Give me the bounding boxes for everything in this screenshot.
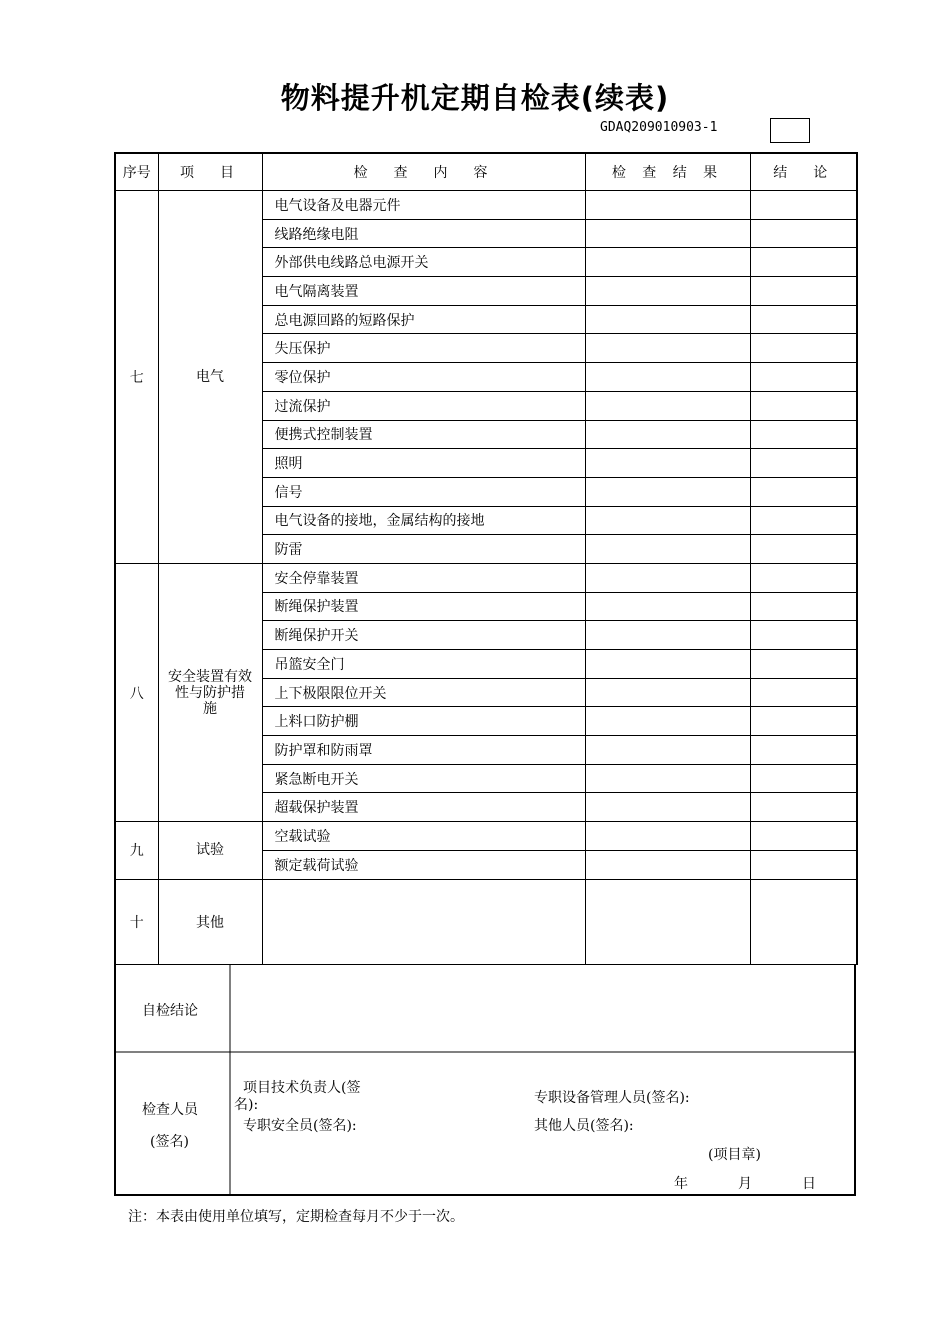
- table-header-row: [115, 153, 857, 191]
- check-item: 上料口防护棚: [262, 707, 585, 736]
- check-item: 电气设备及电器元件: [262, 191, 585, 220]
- project-stamp: (项目章): [708, 1147, 761, 1163]
- check-item: 超载保护装置: [262, 793, 585, 822]
- conclusion-cell[interactable]: [750, 650, 857, 679]
- result-cell[interactable]: [585, 850, 750, 879]
- section-name: 其他: [158, 879, 262, 964]
- result-cell[interactable]: [585, 592, 750, 621]
- result-cell[interactable]: [585, 879, 750, 964]
- conclusion-cell[interactable]: [750, 621, 857, 650]
- table-row: [115, 879, 857, 964]
- form-code-suffix-box[interactable]: [770, 118, 810, 143]
- check-item: 零位保护: [262, 363, 585, 392]
- result-cell[interactable]: [585, 363, 750, 392]
- check-item: 失压保护: [262, 334, 585, 363]
- check-item: 线路绝缘电阻: [262, 219, 585, 248]
- others-signature: 其他人员(签名):: [534, 1118, 634, 1134]
- result-cell[interactable]: [585, 191, 750, 220]
- form-code: GDAQ209010903-1: [600, 120, 718, 135]
- check-item: 信号: [262, 477, 585, 506]
- result-cell[interactable]: [585, 477, 750, 506]
- result-cell[interactable]: [585, 391, 750, 420]
- conclusion-cell[interactable]: [750, 191, 857, 220]
- check-item: 防护罩和防雨罩: [262, 736, 585, 765]
- conclusion-cell[interactable]: [750, 391, 857, 420]
- result-cell[interactable]: [585, 535, 750, 564]
- result-cell[interactable]: [585, 506, 750, 535]
- result-cell[interactable]: [585, 678, 750, 707]
- conclusion-cell[interactable]: [750, 334, 857, 363]
- table-row: [115, 822, 857, 851]
- equipment-manager-signature: 专职设备管理人员(签名):: [534, 1090, 690, 1106]
- result-cell[interactable]: [585, 621, 750, 650]
- check-item: 电气隔离装置: [262, 277, 585, 306]
- result-cell[interactable]: [585, 305, 750, 334]
- tech-lead-signature-cont: 名):: [234, 1097, 259, 1113]
- conclusion-cell[interactable]: [750, 563, 857, 592]
- inspectors-sign-label: (签名): [150, 1134, 189, 1150]
- date-month: 月: [738, 1176, 752, 1192]
- check-item: 紧急断电开关: [262, 764, 585, 793]
- conclusion-cell[interactable]: [750, 592, 857, 621]
- check-item: 额定载荷试验: [262, 850, 585, 879]
- section-name: 安全装置有效性与防护措 施: [158, 563, 262, 821]
- check-item: 空载试验: [262, 822, 585, 851]
- date-year: 年: [674, 1176, 688, 1192]
- result-cell[interactable]: [585, 248, 750, 277]
- conclusion-cell[interactable]: [750, 736, 857, 765]
- conclusion-cell[interactable]: [750, 879, 857, 964]
- page-title: 物料提升机定期自检表(续表): [280, 81, 670, 115]
- conclusion-cell[interactable]: [750, 248, 857, 277]
- section-seq: 七: [115, 191, 158, 564]
- check-item: 防雷: [262, 535, 585, 564]
- conclusion-cell[interactable]: [750, 277, 857, 306]
- check-item: 照明: [262, 449, 585, 478]
- check-item: 安全停靠装置: [262, 563, 585, 592]
- self-check-label: 自检结论: [142, 1003, 198, 1019]
- result-cell[interactable]: [585, 277, 750, 306]
- result-cell[interactable]: [585, 707, 750, 736]
- footnote: 注：本表由使用单位填写，定期检查每月不少于一次。: [128, 1209, 464, 1225]
- safety-officer-signature: 专职安全员(签名):: [243, 1118, 357, 1134]
- conclusion-cell[interactable]: [750, 506, 857, 535]
- date-day: 日: [802, 1176, 816, 1192]
- section-name: 电气: [158, 191, 262, 564]
- check-item: 便携式控制装置: [262, 420, 585, 449]
- section-seq: 十: [115, 879, 158, 964]
- conclusion-cell[interactable]: [750, 420, 857, 449]
- tech-lead-signature: 项目技术负责人(签: [243, 1080, 361, 1096]
- header-conclusion: 结 论: [750, 153, 857, 191]
- conclusion-cell[interactable]: [750, 678, 857, 707]
- check-item: 断绳保护开关: [262, 621, 585, 650]
- conclusion-cell[interactable]: [750, 449, 857, 478]
- result-cell[interactable]: [585, 793, 750, 822]
- result-cell[interactable]: [585, 764, 750, 793]
- conclusion-cell[interactable]: [750, 305, 857, 334]
- conclusion-cell[interactable]: [750, 535, 857, 564]
- check-item: 电气设备的接地，金属结构的接地: [262, 506, 585, 535]
- result-cell[interactable]: [585, 420, 750, 449]
- result-cell[interactable]: [585, 736, 750, 765]
- result-cell[interactable]: [585, 449, 750, 478]
- self-check-input[interactable]: [232, 967, 854, 1051]
- result-cell[interactable]: [585, 334, 750, 363]
- result-cell[interactable]: [585, 822, 750, 851]
- section-seq: 九: [115, 822, 158, 879]
- check-item: 过流保护: [262, 391, 585, 420]
- result-cell[interactable]: [585, 650, 750, 679]
- conclusion-cell[interactable]: [750, 822, 857, 851]
- conclusion-cell[interactable]: [750, 477, 857, 506]
- conclusion-cell[interactable]: [750, 764, 857, 793]
- inspectors-label: 检查人员: [142, 1102, 198, 1118]
- check-item: 吊篮安全门: [262, 650, 585, 679]
- check-item: 断绳保护装置: [262, 592, 585, 621]
- conclusion-cell[interactable]: [750, 850, 857, 879]
- conclusion-cell[interactable]: [750, 707, 857, 736]
- table-row: [115, 191, 857, 220]
- header-result: 检 查 结 果: [585, 153, 750, 191]
- header-item: 项 目: [158, 153, 262, 191]
- section-seq: 八: [115, 563, 158, 821]
- header-seq: 序号: [115, 153, 158, 191]
- check-item: 上下极限限位开关: [262, 678, 585, 707]
- content-cell[interactable]: [262, 879, 585, 964]
- conclusion-cell[interactable]: [750, 793, 857, 822]
- header-content: 检 查 内 容: [262, 153, 585, 191]
- table-row: [115, 563, 857, 592]
- inspection-table: [114, 152, 858, 965]
- conclusion-cell[interactable]: [750, 363, 857, 392]
- result-cell[interactable]: [585, 219, 750, 248]
- check-item: 外部供电线路总电源开关: [262, 248, 585, 277]
- result-cell[interactable]: [585, 563, 750, 592]
- section-name: 试验: [158, 822, 262, 879]
- conclusion-cell[interactable]: [750, 219, 857, 248]
- check-item: 总电源回路的短路保护: [262, 305, 585, 334]
